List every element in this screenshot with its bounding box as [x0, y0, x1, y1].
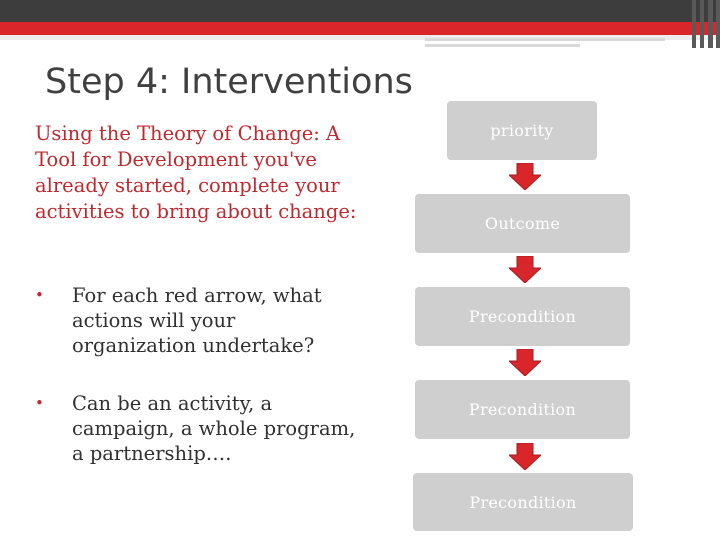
flow-box-precondition: Precondition — [413, 473, 633, 531]
bullet-text: For each red arrow, what actions will your organization undertake? — [72, 284, 322, 357]
flow-box-precondition: Precondition — [415, 287, 630, 346]
slide-title: Step 4: Interventions — [45, 62, 413, 102]
intro-text: Using the Theory of Change: A Tool for Development you've already started, complete your activities to bring about change: — [35, 122, 357, 223]
top-bar-red — [0, 22, 720, 35]
bullet-icon: • — [35, 286, 44, 304]
down-arrow-icon — [509, 349, 541, 376]
down-arrow-icon — [509, 443, 541, 470]
down-arrow-icon — [509, 256, 541, 283]
bullet-list — [35, 283, 365, 499]
top-bar-dark — [0, 0, 720, 22]
bullet-text: Can be an activity, a campaign, a whole program, a partnership…. — [72, 392, 356, 465]
flow-box-precondition: Precondition — [415, 380, 630, 439]
flow-box-outcome: Outcome — [415, 194, 630, 253]
decorative-line — [425, 38, 665, 41]
decorative-vertical-bars — [690, 0, 720, 48]
bullet-item — [35, 283, 365, 358]
bullet-icon: • — [35, 394, 44, 412]
decorative-line — [425, 44, 580, 47]
flow-box-priority: priority — [447, 101, 597, 160]
down-arrow-icon — [509, 163, 541, 190]
bullet-item — [35, 391, 365, 466]
